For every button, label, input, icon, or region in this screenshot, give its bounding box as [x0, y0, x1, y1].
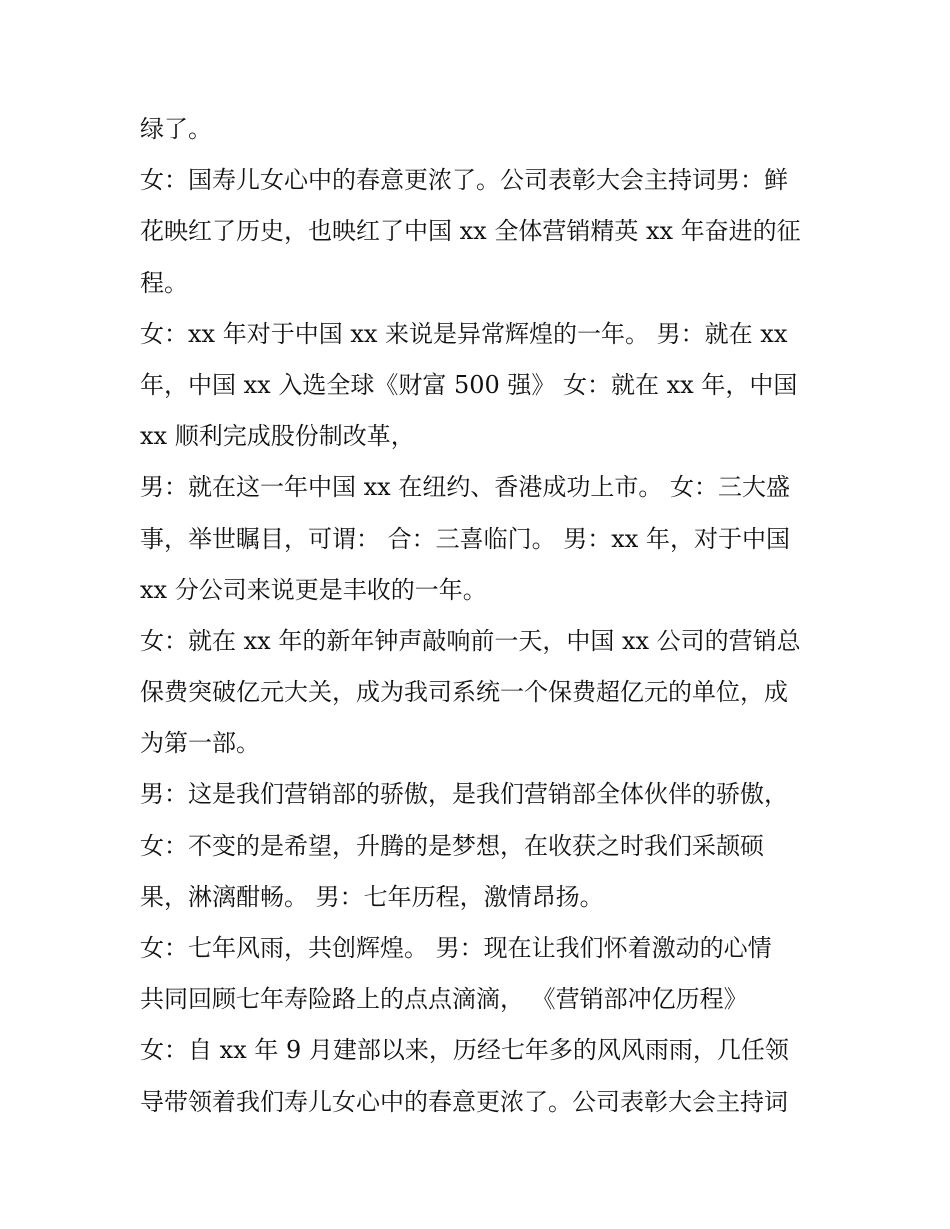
- text-line: 共同回顾七年寿险路上的点点滴滴， 《营销部冲亿历程》: [140, 985, 748, 1014]
- text-line: 保费突破亿元大关，成为我司系统一个保费超亿元的单位，成: [140, 678, 788, 707]
- text-line: 女：自 xx 年 9 月建部以来，历经七年多的风风雨雨，几任领: [140, 1036, 789, 1065]
- text-line: 女：xx 年对于中国 xx 来说是异常辉煌的一年。 男：就在 xx: [140, 319, 788, 348]
- text-line: 年，中国 xx 入选全球《财富 500 强》 女：就在 xx 年，中国: [140, 370, 798, 399]
- text-line: 花映红了历史，也映红了中国 xx 全体营销精英 xx 年奋进的征: [140, 217, 801, 246]
- text-line: 导带领着我们寿儿女心中的春意更浓了。公司表彰大会主持词: [140, 1087, 788, 1116]
- text-line: 事，举世瞩目，可谓： 合：三喜临门。 男：xx 年，对于中国: [140, 524, 790, 553]
- text-line: 男：这是我们营销部的骄傲，是我们营销部全体伙伴的骄傲，: [140, 780, 788, 809]
- text-line: 程。: [140, 268, 188, 297]
- text-line: 为第一部。: [140, 729, 260, 758]
- text-line: 绿了。: [140, 115, 212, 143]
- document-body: [140, 104, 820, 1128]
- text-line: 女：不变的是希望，升腾的是梦想，在收获之时我们采颉硕: [140, 831, 764, 860]
- text-line: 女：就在 xx 年的新年钟声敲响前一天，中国 xx 公司的营销总: [140, 626, 801, 655]
- text-line: 女：七年风雨，共创辉煌。 男：现在让我们怀着激动的心情: [140, 934, 772, 962]
- text-line: 女：国寿儿女心中的春意更浓了。公司表彰大会主持词男：鲜: [140, 166, 788, 195]
- text-line: xx 顺利完成股份制改革，: [140, 422, 415, 451]
- text-line: 果，淋漓酣畅。 男：七年历程，激情昂扬。: [140, 882, 604, 911]
- text-line: 男：就在这一年中国 xx 在纽约、香港成功上市。 女：三大盛: [140, 473, 790, 502]
- text-line: xx 分公司来说更是丰收的一年。: [140, 575, 487, 604]
